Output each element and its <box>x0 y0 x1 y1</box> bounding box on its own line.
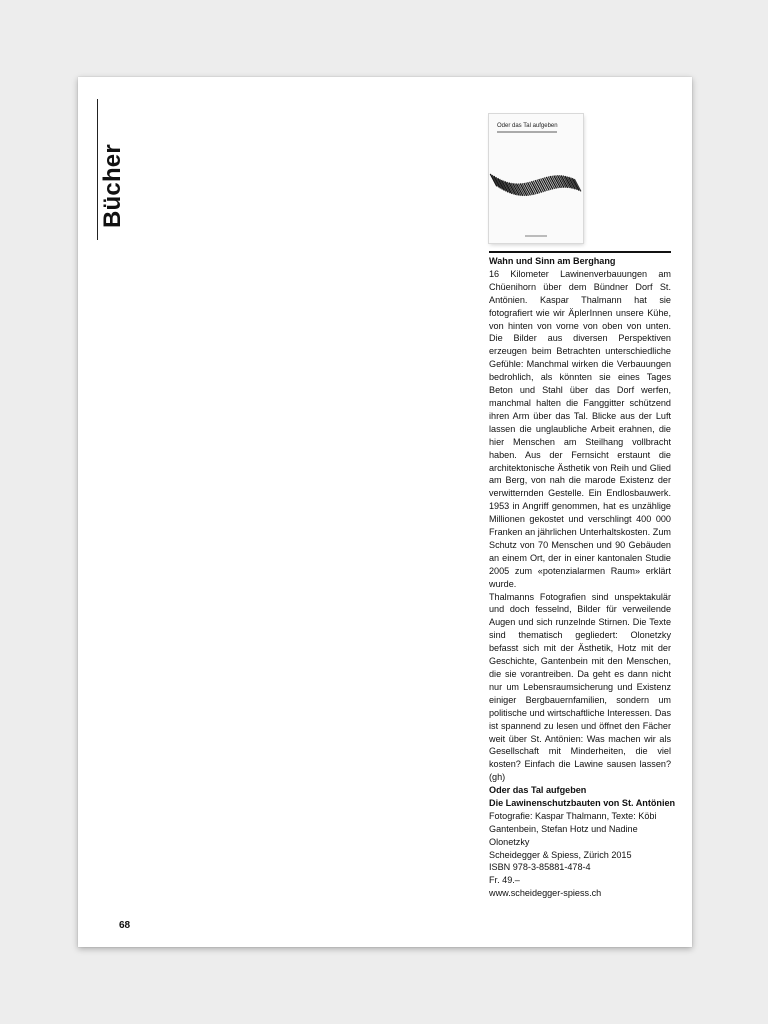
column-rule <box>489 251 671 253</box>
section-divider-line <box>97 99 98 240</box>
review-paragraph-1: 16 Kilometer Lawinenverbauungen am Chüenihorn über dem Bündner Dorf St. Antönien. Kaspar Thalmann hat sie fotografiert wie wir ÄplerInnen unsere Kühe, von hinten von vorne von oben von unten. Die Bilder aus diversen Perspektiven erzeugen beim Betrachten unterschiedliche Gefühle: Manchmal wirken die Verbauungen bedrohlich, als könnten sie eines Tages Beton und Stahl über das Dorf werfen, manchmal halten die Fanggitter schützend ihren Arm über das Tal. Blicke aus der Luft lassen die unglaubliche Arbeit erahnen, die hier Menschen am Steilhang vollbracht haben. Aus der Fernsicht erstaunt die architektonische Ästhetik von Reih und Glied am Berg, von nah die marode Existenz der verwitternden Gestelle. Ein Endlosbauwerk. 1953 in Angriff genommen, hat es unzählige Millionen gekostet und verschlingt 400 000 Franken an jährlichen Unterhaltskosten. Zum Schutz von 70 Menschen und 90 Gebäuden an einem Ort, der in einer kantonalen Studie 2005 zum «potenzialarmen Raum» erklärt wurde. <box>489 268 671 589</box>
book-title: Oder das Tal aufgeben <box>489 785 587 795</box>
book-info <box>489 784 679 900</box>
book-isbn: ISBN 978-3-85881-478-4 <box>489 862 591 873</box>
book-url: www.scheidegger-spiess.ch <box>489 888 602 899</box>
page-number: 68 <box>119 920 131 931</box>
cover-title: Oder das Tal aufgeben <box>497 123 558 129</box>
review-headline: Wahn und Sinn am Berghang <box>489 256 616 266</box>
book-credits-line-2: Gantenbein, Stefan Hotz und Nadine <box>489 823 638 834</box>
book-review <box>489 255 671 784</box>
book-credits-line-1: Fotografie: Kaspar Thalmann, Texte: Köbi <box>489 810 657 821</box>
book-publisher: Scheidegger & Spiess, Zürich 2015 <box>489 849 632 860</box>
book-cover-image <box>489 114 583 243</box>
section-title: Bücher <box>99 144 126 228</box>
book-price: Fr. 49.– <box>489 875 520 886</box>
cover-publisher-line <box>525 235 547 237</box>
magazine-page <box>78 77 692 947</box>
book-credits-line-3: Olonetzky <box>489 836 530 847</box>
book-subtitle: Die Lawinenschutzbauten von St. Antönien <box>489 797 676 808</box>
avalanche-barrier-illustration <box>489 114 583 243</box>
review-paragraph-2: Thalmanns Fotografien sind unspektakulär und doch fesselnd, Bilder für verweilende Augen und sich runzelnde Stirnen. Die Texte sind thematisch gegliedert: Olonetzky befasst sich mit der Ästhetik, Hotz mit der Geschichte, Gantenbein mit den Menschen, die sie vorantreiben. Da geht es dann nicht nur um Lebensraumsicherung und Existenz einiger Bergbauernfamilien, sondern um politische und wirtschaftliche Interessen. Das ist spannend zu lesen und öffnet den Fächer weit über St. Antönien: Was machen wir als Gesellschaft mit Minderheiten, die viel kosten? Einfach die Lawine sausen lassen? (gh) <box>489 591 671 783</box>
